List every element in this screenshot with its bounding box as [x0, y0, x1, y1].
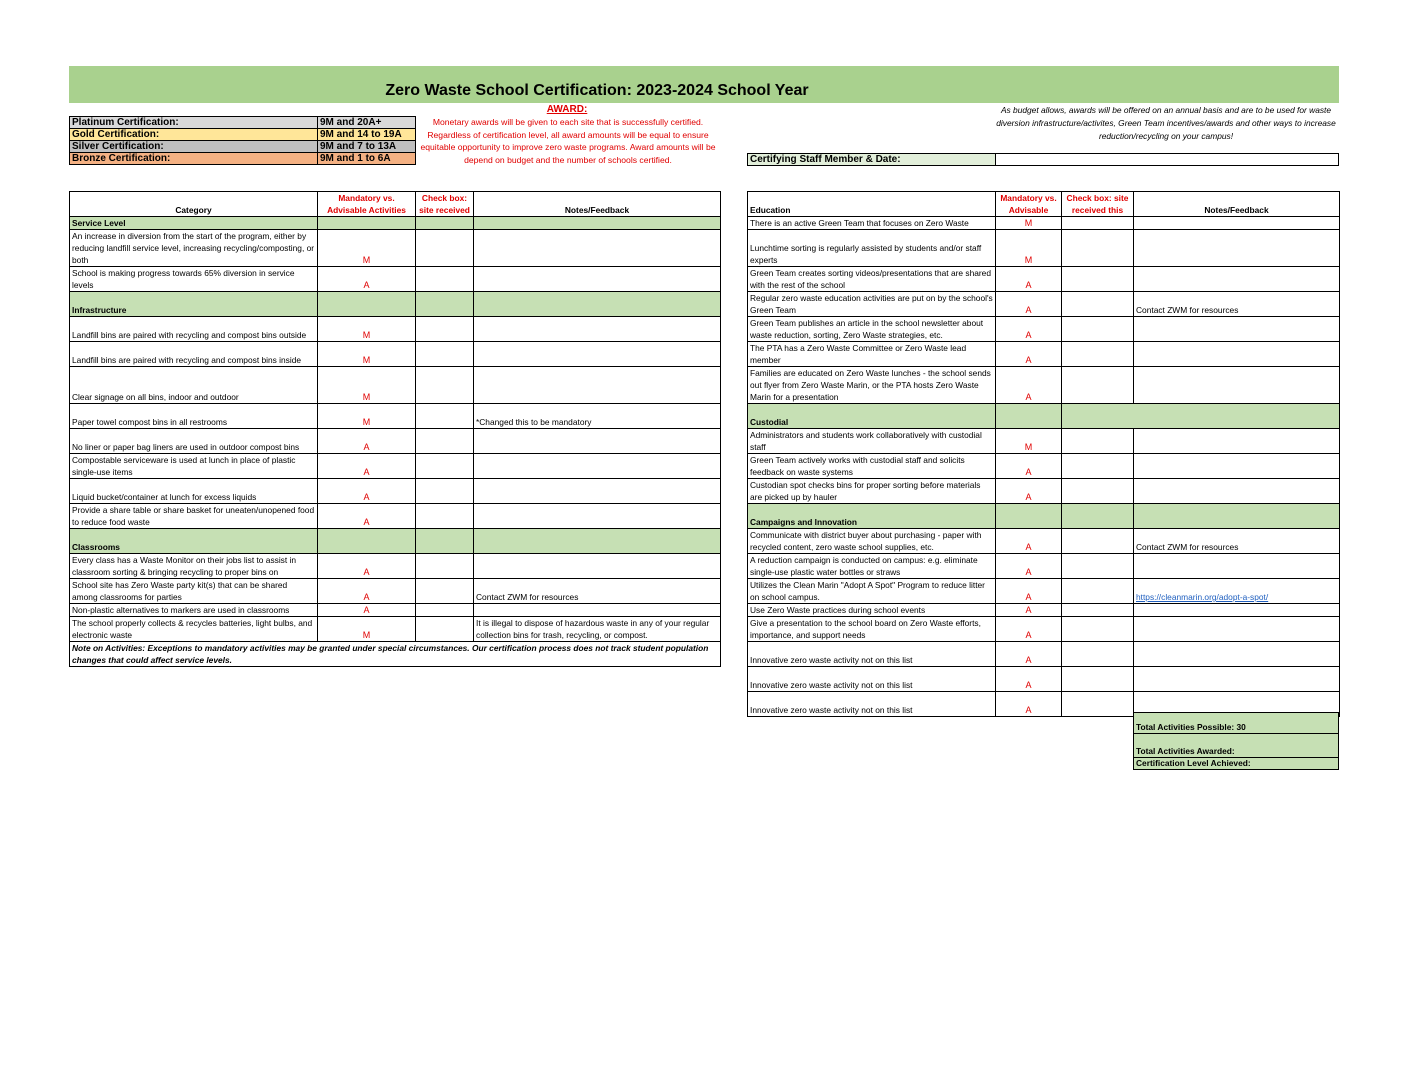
mandatory-mark: A [318, 267, 416, 292]
total-awarded[interactable]: Total Activities Awarded: [1134, 734, 1339, 758]
table-row [70, 617, 721, 642]
activity-text: There is an active Green Team that focuses on Zero Waste [748, 217, 996, 230]
mandatory-mark: A [996, 479, 1062, 504]
activity-text: Landfill bins are paired with recycling and compost bins inside [70, 342, 318, 367]
table-row [748, 642, 1340, 667]
mandatory-mark: M [318, 230, 416, 267]
totals-table [1133, 712, 1339, 770]
check-box-cell[interactable] [1062, 479, 1134, 504]
header-mandatory: Mandatory vs. Advisable Activities [318, 192, 416, 217]
notes-cell[interactable] [1134, 230, 1340, 267]
notes-cell[interactable] [474, 230, 721, 267]
mandatory-mark: M [318, 617, 416, 642]
activity-text: Innovative zero waste activity not on this list [748, 667, 996, 692]
activity-text: Communicate with district buyer about purchasing - paper with recycled content, zero waste school supplies, etc. [748, 529, 996, 554]
right-activity-table [747, 191, 1340, 717]
mandatory-mark: M [318, 367, 416, 404]
header-category: Category [70, 192, 318, 217]
activity-text: Innovative zero waste activity not on this list [748, 692, 996, 717]
award-title: AWARD: [546, 104, 588, 115]
certifying-staff-field[interactable] [996, 154, 1339, 166]
header-notes: Notes/Feedback [474, 192, 721, 217]
section-campaigns [748, 504, 1340, 529]
right-header-row [748, 192, 1340, 217]
table-row [748, 617, 1340, 642]
check-box-cell[interactable] [416, 504, 474, 529]
activity-text: School is making progress towards 65% diversion in service levels [70, 267, 318, 292]
mandatory-mark: A [996, 317, 1062, 342]
section-custodial [748, 404, 1340, 429]
table-row [70, 317, 721, 342]
table-row [748, 604, 1340, 617]
table-row [70, 554, 721, 579]
check-box-cell[interactable] [416, 617, 474, 642]
mandatory-mark: A [996, 267, 1062, 292]
activity-text: Custodian spot checks bins for proper sorting before materials are picked up by hauler [748, 479, 996, 504]
check-box-cell[interactable] [416, 317, 474, 342]
section-label: Campaigns and Innovation [748, 504, 996, 529]
mandatory-mark: M [318, 342, 416, 367]
table-row [748, 454, 1340, 479]
table-row [748, 267, 1340, 292]
activity-text: Liquid bucket/container at lunch for excess liquids [70, 479, 318, 504]
activity-text: An increase in diversion from the start of the program, either by reducing landfill service level, increasing recycling/composting, or both [70, 230, 318, 267]
cert-gold-row [70, 129, 416, 141]
table-row [748, 579, 1340, 604]
notes-cell[interactable] [1134, 617, 1340, 642]
notes-cell[interactable] [1134, 479, 1340, 504]
mandatory-mark: A [318, 504, 416, 529]
activity-text: Provide a share table or share basket for uneaten/unopened food to reduce food waste [70, 504, 318, 529]
table-row [70, 230, 721, 267]
cert-platinum-label: Platinum Certification: [70, 117, 318, 129]
notes-cell[interactable] [1134, 604, 1340, 617]
notes-cell[interactable] [474, 554, 721, 579]
activity-text: Compostable serviceware is used at lunch in place of plastic single-use items [70, 454, 318, 479]
notes-cell[interactable] [474, 342, 721, 367]
table-row [70, 454, 721, 479]
check-box-cell[interactable] [416, 404, 474, 429]
notes-cell[interactable] [474, 317, 721, 342]
table-row [70, 429, 721, 454]
table-row [748, 554, 1340, 579]
section-label: Custodial [748, 404, 996, 429]
certifying-staff-label: Certifying Staff Member & Date: [748, 154, 996, 166]
check-box-cell[interactable] [1062, 554, 1134, 579]
mandatory-mark: A [996, 579, 1062, 604]
section-label: Classrooms [70, 529, 318, 554]
check-box-cell[interactable] [416, 454, 474, 479]
activity-text: Green Team creates sorting videos/presentations that are shared with the rest of the school [748, 267, 996, 292]
check-box-cell[interactable] [1062, 529, 1134, 554]
mandatory-mark: A [996, 367, 1062, 404]
cert-silver-row [70, 141, 416, 153]
activity-text: Give a presentation to the school board on Zero Waste efforts, importance, and support needs [748, 617, 996, 642]
check-box-cell[interactable] [416, 554, 474, 579]
activity-text: Regular zero waste education activities are put on by the school's Green Team [748, 292, 996, 317]
mandatory-mark: A [996, 529, 1062, 554]
notes-cell[interactable]: Contact ZWM for resources [1134, 292, 1340, 317]
mandatory-mark: A [996, 617, 1062, 642]
table-row [748, 217, 1340, 230]
cert-silver-label: Silver Certification: [70, 141, 318, 153]
mandatory-mark: M [996, 429, 1062, 454]
cert-gold-req: 9M and 14 to 19A [318, 129, 416, 141]
table-row [70, 367, 721, 404]
activity-text: Every class has a Waste Monitor on their jobs list to assist in classroom sorting & bringing recycling to proper bins on [70, 554, 318, 579]
mandatory-mark: M [318, 404, 416, 429]
check-box-cell[interactable] [1062, 342, 1134, 367]
mandatory-mark: A [318, 579, 416, 604]
budget-note: As budget allows, awards will be offered on an annual basis and are to be used for waste diversion infrastructure/activites, Green Team incentives/awards and other ways to increase reduction/recycling on your campus! [996, 105, 1336, 141]
check-box-cell[interactable] [1062, 667, 1134, 692]
notes-cell[interactable]: Contact ZWM for resources [1134, 529, 1340, 554]
section-infrastructure [70, 292, 721, 317]
check-box-cell[interactable] [1062, 317, 1134, 342]
cert-platinum-req: 9M and 20A+ [318, 117, 416, 129]
activity-text: The school properly collects & recycles batteries, light bulbs, and electronic waste [70, 617, 318, 642]
activity-text: Lunchtime sorting is regularly assisted by students and/or staff experts [748, 230, 996, 267]
check-box-cell[interactable] [416, 342, 474, 367]
mandatory-mark: A [318, 454, 416, 479]
table-row [70, 604, 721, 617]
activity-text: Utilizes the Clean Marin "Adopt A Spot" Program to reduce litter on school campus. [748, 579, 996, 604]
table-row [748, 230, 1340, 267]
check-box-cell[interactable] [1062, 454, 1134, 479]
notes-cell[interactable] [1134, 667, 1340, 692]
notes-cell[interactable] [1134, 429, 1340, 454]
left-header-row [70, 192, 721, 217]
activity-text: Green Team publishes an article in the school newsletter about waste reduction, sorting, Zero Waste strategies, etc. [748, 317, 996, 342]
mandatory-mark: A [996, 692, 1062, 717]
activity-text: The PTA has a Zero Waste Committee or Zero Waste lead member [748, 342, 996, 367]
page-title: Zero Waste School Certification: 2023-2024 School Year [385, 82, 809, 99]
notes-cell[interactable] [474, 504, 721, 529]
notes-cell[interactable] [474, 604, 721, 617]
certification-level-achieved[interactable]: Certification Level Achieved: [1134, 758, 1339, 770]
cert-bronze-row [70, 153, 416, 165]
check-box-cell[interactable] [1062, 692, 1134, 717]
activity-text: A reduction campaign is conducted on campus: e.g. eliminate single-use plastic water bottles or straws [748, 554, 996, 579]
table-row [748, 529, 1340, 554]
award-text: Monetary awards will be given to each site that is successfully certified. Regardless of certification level, all award amounts will be equal to ensure equitable opportunity to improve zero waste programs. Award amounts will be depend on budget and the number of schools certified. [420, 117, 716, 165]
table-row [748, 479, 1340, 504]
check-box-cell[interactable] [1062, 642, 1134, 667]
mandatory-mark: A [318, 554, 416, 579]
activity-text: Non-plastic alternatives to markers are used in classrooms [70, 604, 318, 617]
mandatory-mark: A [996, 342, 1062, 367]
mandatory-mark: M [996, 217, 1062, 230]
mandatory-mark: A [318, 429, 416, 454]
check-box-cell[interactable] [1062, 604, 1134, 617]
table-row [70, 267, 721, 292]
check-box-cell[interactable] [1062, 579, 1134, 604]
mandatory-mark: A [996, 454, 1062, 479]
check-box-cell[interactable] [1062, 217, 1134, 230]
header-mandatory: Mandatory vs. Advisable [996, 192, 1062, 217]
check-box-cell[interactable] [1062, 367, 1134, 404]
cert-gold-label: Gold Certification: [70, 129, 318, 141]
table-row [748, 429, 1340, 454]
notes-cell[interactable]: It is illegal to dispose of hazardous waste in any of your regular collection bins for trash, recycling, or compost. [474, 617, 721, 642]
activity-text: School site has Zero Waste party kit(s) that can be shared among classrooms for parties [70, 579, 318, 604]
section-label: Infrastructure [70, 292, 318, 317]
activity-text: Green Team actively works with custodial staff and solicits feedback on waste systems [748, 454, 996, 479]
section-service-level [70, 217, 721, 230]
header-notes: Notes/Feedback [1134, 192, 1340, 217]
activity-text: Clear signage on all bins, indoor and outdoor [70, 367, 318, 404]
check-box-cell[interactable] [416, 604, 474, 617]
left-activity-table [69, 191, 721, 667]
check-box-cell[interactable] [416, 267, 474, 292]
check-box-cell[interactable] [1062, 617, 1134, 642]
footnote-row [70, 642, 721, 667]
table-row [748, 367, 1340, 404]
table-row [748, 342, 1340, 367]
table-row [748, 292, 1340, 317]
header-check: Check box: site received [416, 192, 474, 217]
check-box-cell[interactable] [416, 479, 474, 504]
header-education: Education [748, 192, 996, 217]
notes-cell[interactable] [474, 454, 721, 479]
header-check: Check box: site received this [1062, 192, 1134, 217]
table-row [70, 579, 721, 604]
adopt-a-spot-link[interactable]: https://cleanmarin.org/adopt-a-spot/ [1136, 592, 1269, 602]
certifying-staff-row [747, 153, 1339, 166]
cert-bronze-label: Bronze Certification: [70, 153, 318, 165]
check-box-cell[interactable] [1062, 230, 1134, 267]
table-row [70, 404, 721, 429]
activity-text: Use Zero Waste practices during school events [748, 604, 996, 617]
notes-cell[interactable] [474, 367, 721, 404]
notes-cell[interactable] [1134, 317, 1340, 342]
check-box-cell[interactable] [1062, 267, 1134, 292]
check-box-cell[interactable] [1062, 292, 1134, 317]
mandatory-mark: A [318, 479, 416, 504]
mandatory-mark: A [996, 292, 1062, 317]
mandatory-mark: M [318, 317, 416, 342]
mandatory-mark: A [996, 554, 1062, 579]
certification-legend [69, 116, 416, 165]
notes-cell[interactable] [1134, 367, 1340, 404]
mandatory-mark: A [996, 604, 1062, 617]
cert-bronze-req: 9M and 1 to 6A [318, 153, 416, 165]
notes-cell[interactable] [1134, 554, 1340, 579]
section-classrooms [70, 529, 721, 554]
check-box-cell[interactable] [416, 429, 474, 454]
check-box-cell[interactable] [416, 579, 474, 604]
cert-platinum-row [70, 117, 416, 129]
table-row [748, 667, 1340, 692]
notes-cell[interactable] [1134, 642, 1340, 667]
activities-footnote: Note on Activities: Exceptions to mandatory activities may be granted under special circumstances. Our certification process does not track student population changes that could affect service levels. [70, 642, 721, 667]
notes-cell[interactable] [1134, 454, 1340, 479]
notes-cell[interactable] [1134, 217, 1340, 230]
check-box-cell[interactable] [416, 230, 474, 267]
notes-cell[interactable] [1134, 342, 1340, 367]
activity-text: Paper towel compost bins in all restrooms [70, 404, 318, 429]
notes-cell [1134, 579, 1340, 604]
notes-cell[interactable] [474, 267, 721, 292]
mandatory-mark: A [318, 604, 416, 617]
activity-text: No liner or paper bag liners are used in outdoor compost bins [70, 429, 318, 454]
activity-text: Landfill bins are paired with recycling and compost bins outside [70, 317, 318, 342]
check-box-cell[interactable] [416, 367, 474, 404]
cert-silver-req: 9M and 7 to 13A [318, 141, 416, 153]
notes-cell[interactable] [474, 479, 721, 504]
section-label: Service Level [70, 217, 318, 230]
table-row [70, 504, 721, 529]
mandatory-mark: A [996, 642, 1062, 667]
table-row [748, 317, 1340, 342]
activity-text: Administrators and students work collaboratively with custodial staff [748, 429, 996, 454]
notes-cell[interactable] [474, 429, 721, 454]
activity-text: Innovative zero waste activity not on this list [748, 642, 996, 667]
check-box-cell[interactable] [1062, 429, 1134, 454]
mandatory-mark: M [996, 230, 1062, 267]
total-possible: Total Activities Possible: 30 [1134, 713, 1339, 734]
mandatory-mark: A [996, 667, 1062, 692]
table-row [70, 479, 721, 504]
notes-cell[interactable]: *Changed this to be mandatory [474, 404, 721, 429]
table-row [70, 342, 721, 367]
activity-text: Families are educated on Zero Waste lunches - the school sends out flyer from Zero Waste Marin, or the PTA hosts Zero Waste Marin for a presentation [748, 367, 996, 404]
notes-cell[interactable]: Contact ZWM for resources [474, 579, 721, 604]
notes-cell[interactable] [1134, 267, 1340, 292]
